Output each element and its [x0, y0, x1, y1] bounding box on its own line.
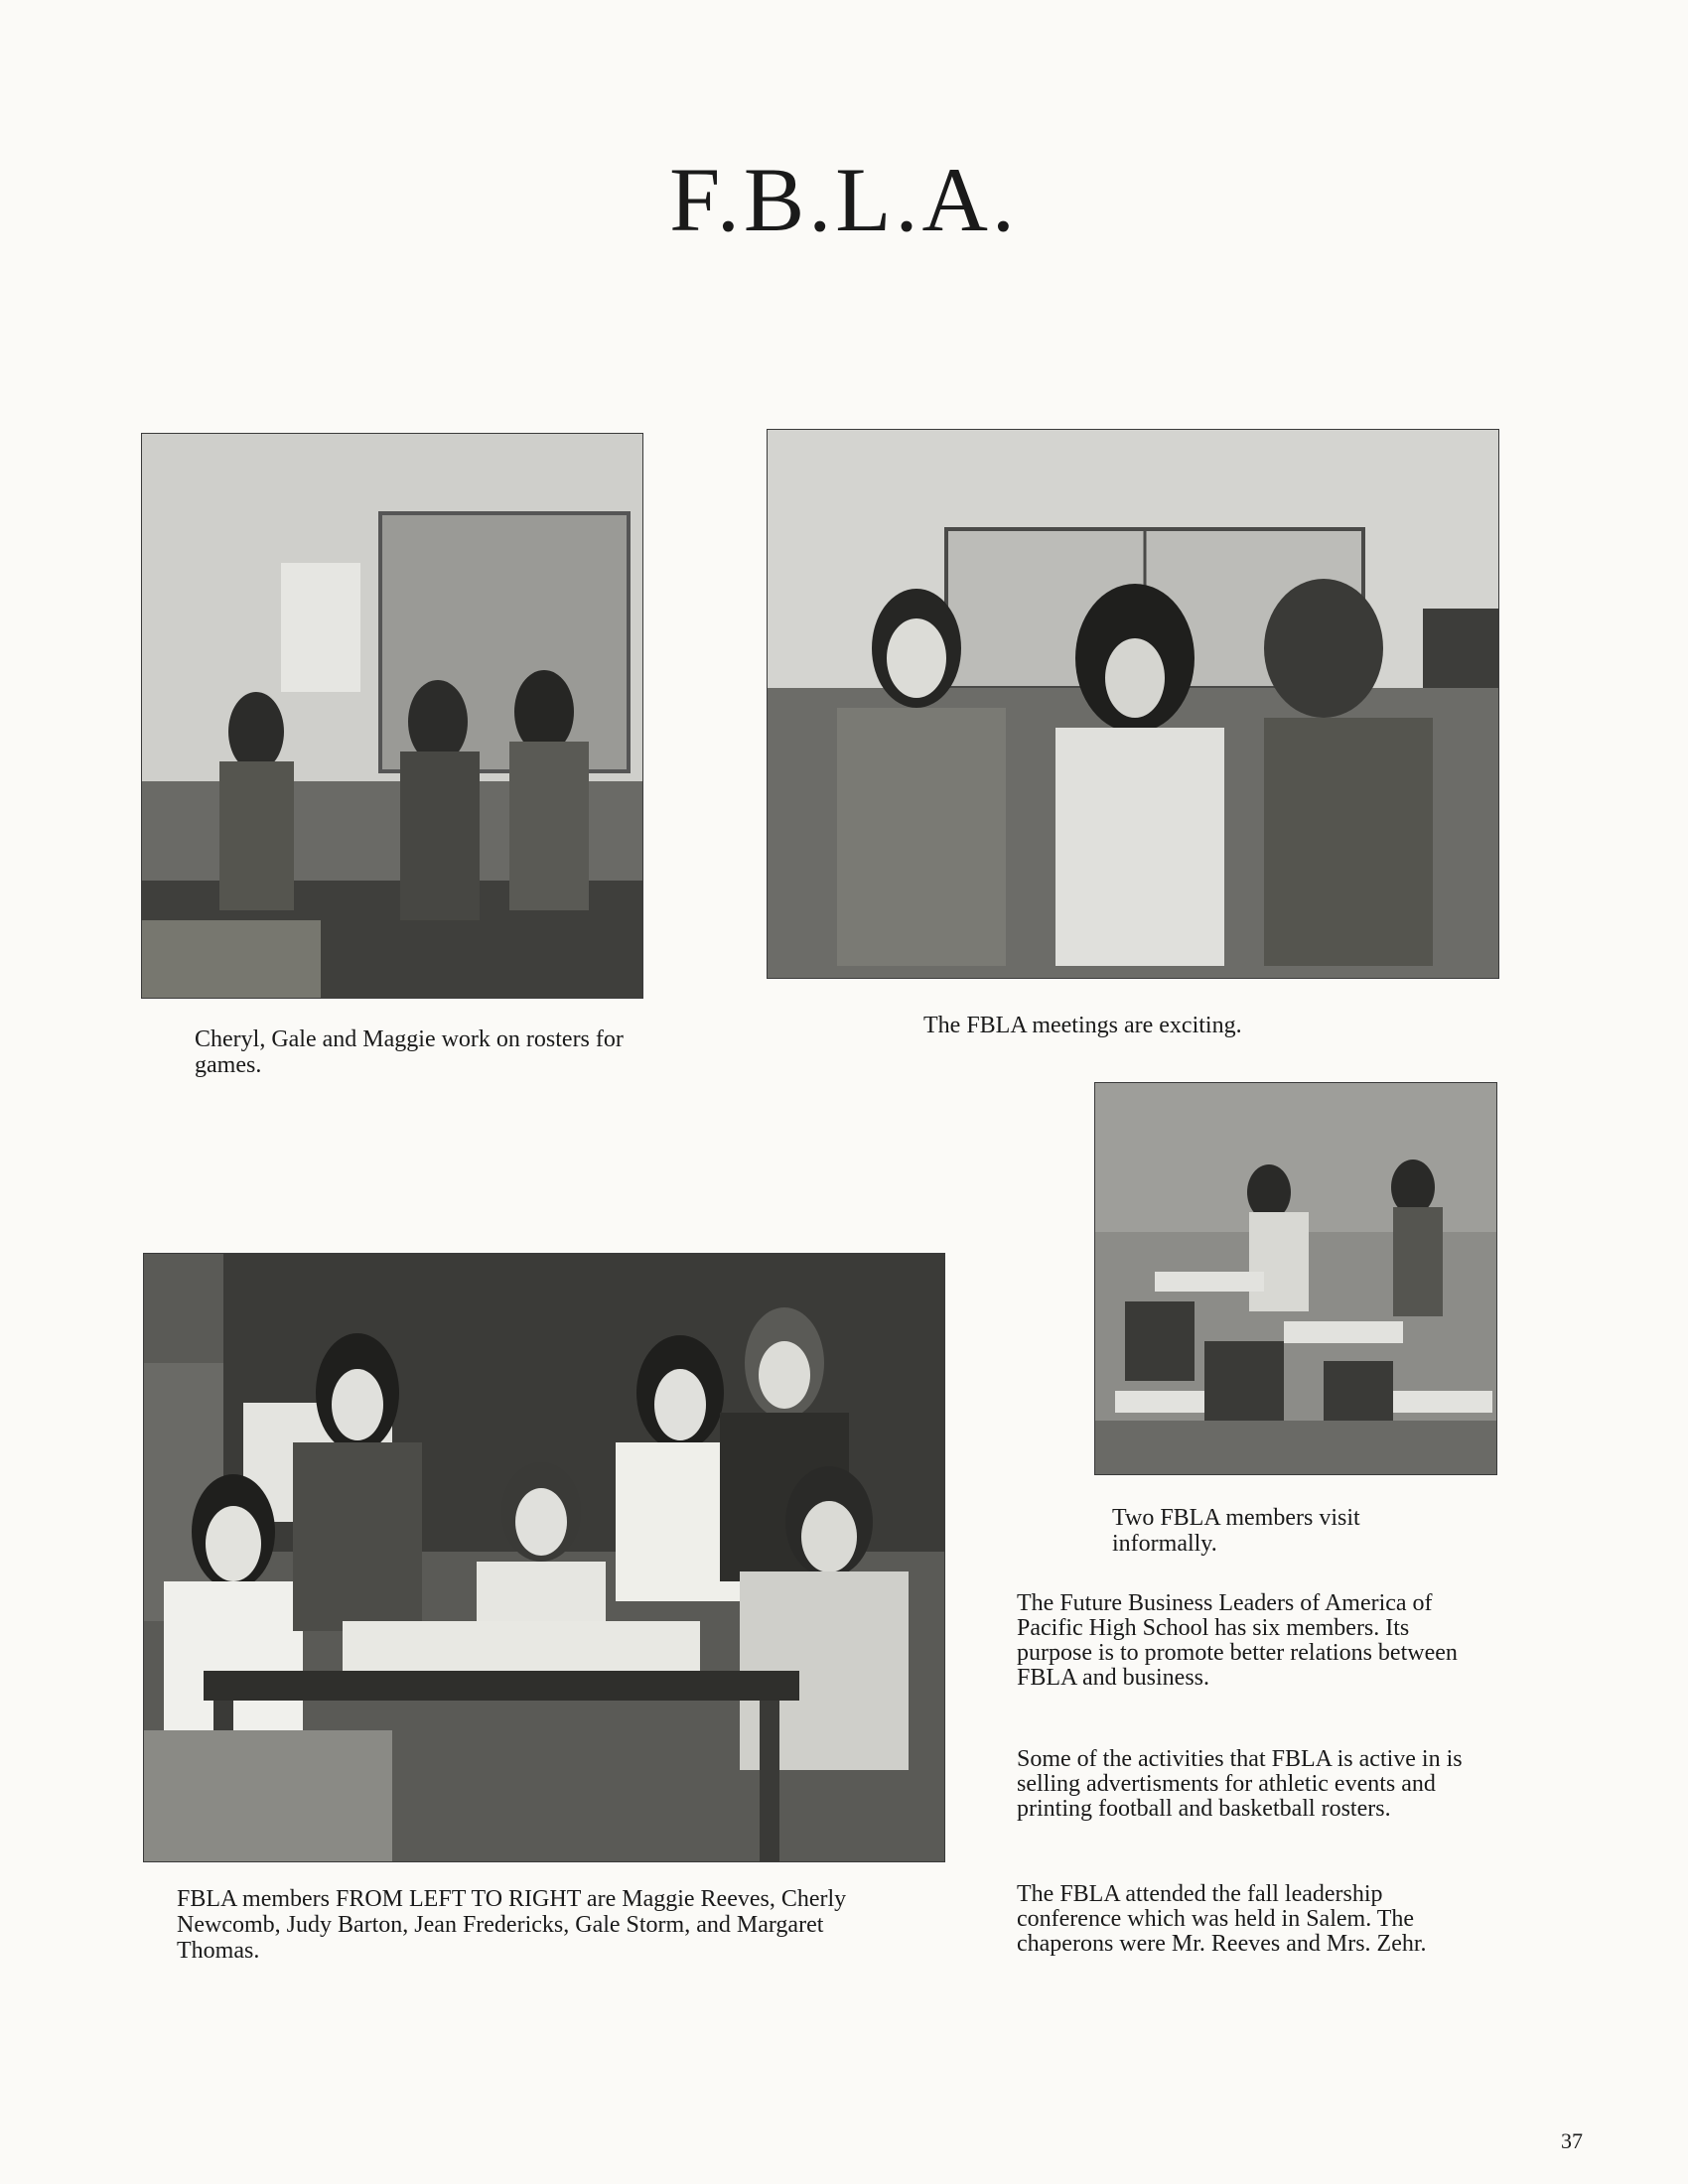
- body-paragraph-activities: Some of the activities that FBLA is active in is selling advertisments for athletic events and printing football and basketball rosters.: [1017, 1746, 1463, 1822]
- body-paragraph-membership: The Future Business Leaders of America of Pacific High School has six members. Its purpose is to promote better relations between FBLA and business.: [1017, 1590, 1458, 1691]
- photo-group-six-members: [143, 1253, 945, 1862]
- photo-3-caption: Two FBLA members visit informally.: [1112, 1505, 1360, 1557]
- photo-1-caption: Cheryl, Gale and Maggie work on rosters for games.: [195, 1026, 624, 1078]
- photo-students-working-rosters: [141, 433, 643, 999]
- photo-two-members-visiting: [1094, 1082, 1497, 1475]
- photo-fbla-meeting: [767, 429, 1499, 979]
- page-number: 37: [1561, 2128, 1583, 2153]
- page-title: F.B.L.A.: [669, 149, 1019, 250]
- body-paragraph-conference: The FBLA attended the fall leadership conference which was held in Salem. The chaperons were Mr. Reeves and Mrs. Zehr.: [1017, 1881, 1427, 1957]
- photo-4-caption: FBLA members FROM LEFT TO RIGHT are Maggie Reeves, Cherly Newcomb, Judy Barton, Jean Fredericks, Gale Storm, and Margaret Thomas.: [177, 1886, 847, 1964]
- photo-2-caption: The FBLA meetings are exciting.: [923, 1013, 1242, 1038]
